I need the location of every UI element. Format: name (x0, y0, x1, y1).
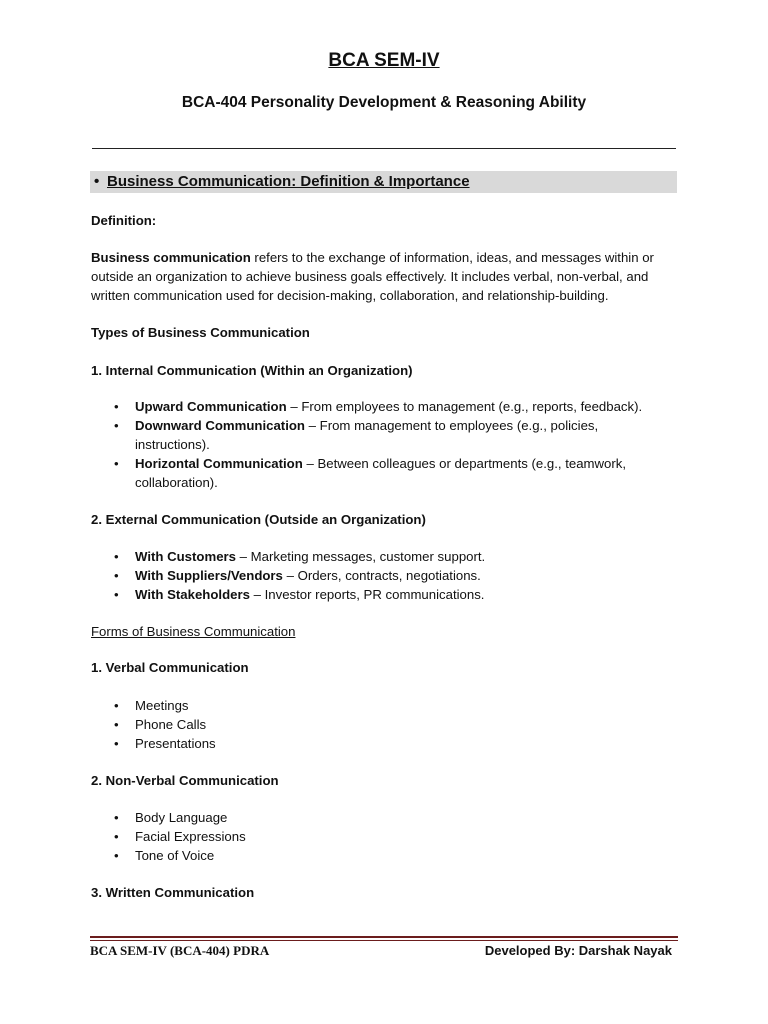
list-item: • Phone Calls (114, 715, 675, 734)
list-item-term: Horizontal Communication (135, 456, 303, 471)
footer-author-label: Developed By: Darshak Nayak (484, 943, 672, 958)
footer-divider-thick (90, 936, 678, 938)
verbal-heading: 1. Verbal Communication (91, 660, 249, 675)
definition-paragraph (91, 248, 681, 305)
footer-divider-thin (90, 940, 678, 941)
external-list (114, 547, 675, 604)
nonverbal-heading: 2. Non-Verbal Communication (91, 773, 279, 788)
list-item-term: With Stakeholders (135, 587, 250, 602)
list-item: • Facial Expressions (114, 827, 675, 846)
footer-course-label: BCA SEM-IV (BCA-404) PDRA (90, 943, 270, 958)
types-heading: Types of Business Communication (91, 325, 310, 340)
list-item-term: With Suppliers/Vendors (135, 568, 283, 583)
nonverbal-list (114, 808, 675, 865)
internal-heading: 1. Internal Communication (Within an Organization) (91, 363, 413, 378)
title-divider (92, 148, 676, 149)
section-heading-bar (90, 171, 677, 193)
internal-list (114, 397, 675, 492)
list-item (114, 397, 675, 416)
bullet-icon: • (94, 173, 100, 190)
definition-text: refers to the exchange of information, ideas, and messages within or outside an organization to achieve business goals effectively. It includes verbal, non-verbal, and written communication used for decision-making, collaboration, and relationship-building. (91, 250, 654, 303)
list-item-desc: – Marketing messages, customer support. (236, 549, 486, 564)
document-subtitle: BCA-404 Personality Development & Reasoning Ability (181, 94, 587, 111)
list-item-desc: – From employees to management (e.g., reports, feedback). (286, 399, 643, 414)
list-item: • Tone of Voice (114, 846, 675, 865)
list-item (114, 547, 675, 566)
definition-term: Business communication (91, 250, 251, 265)
list-item-desc: – From management to employees (e.g., policies, instructions). (135, 418, 599, 452)
list-item-term: Downward Communication (135, 418, 305, 433)
list-item-desc: – Between colleagues or departments (e.g., teamwork, collaboration). (135, 456, 627, 490)
external-heading: 2. External Communication (Outside an Organization) (91, 512, 426, 527)
list-item: • Body Language (114, 808, 675, 827)
list-item-term: With Customers (135, 549, 236, 564)
definition-label: Definition: (91, 213, 157, 228)
forms-heading: Forms of Business Communication (91, 624, 296, 639)
list-item-desc: – Investor reports, PR communications. (249, 587, 485, 602)
list-item (114, 416, 675, 454)
list-item: • Meetings (114, 696, 675, 715)
section-heading: Business Communication: Definition & Importance (107, 173, 470, 190)
document-title: BCA SEM-IV (328, 50, 440, 71)
list-item-term: Upward Communication (135, 399, 287, 414)
list-item (114, 454, 675, 492)
list-item: • Presentations (114, 734, 675, 753)
list-item (114, 566, 675, 585)
list-item-desc: – Orders, contracts, negotiations. (282, 568, 481, 583)
list-item (114, 585, 675, 604)
verbal-list (114, 696, 675, 753)
written-heading: 3. Written Communication (91, 885, 255, 900)
